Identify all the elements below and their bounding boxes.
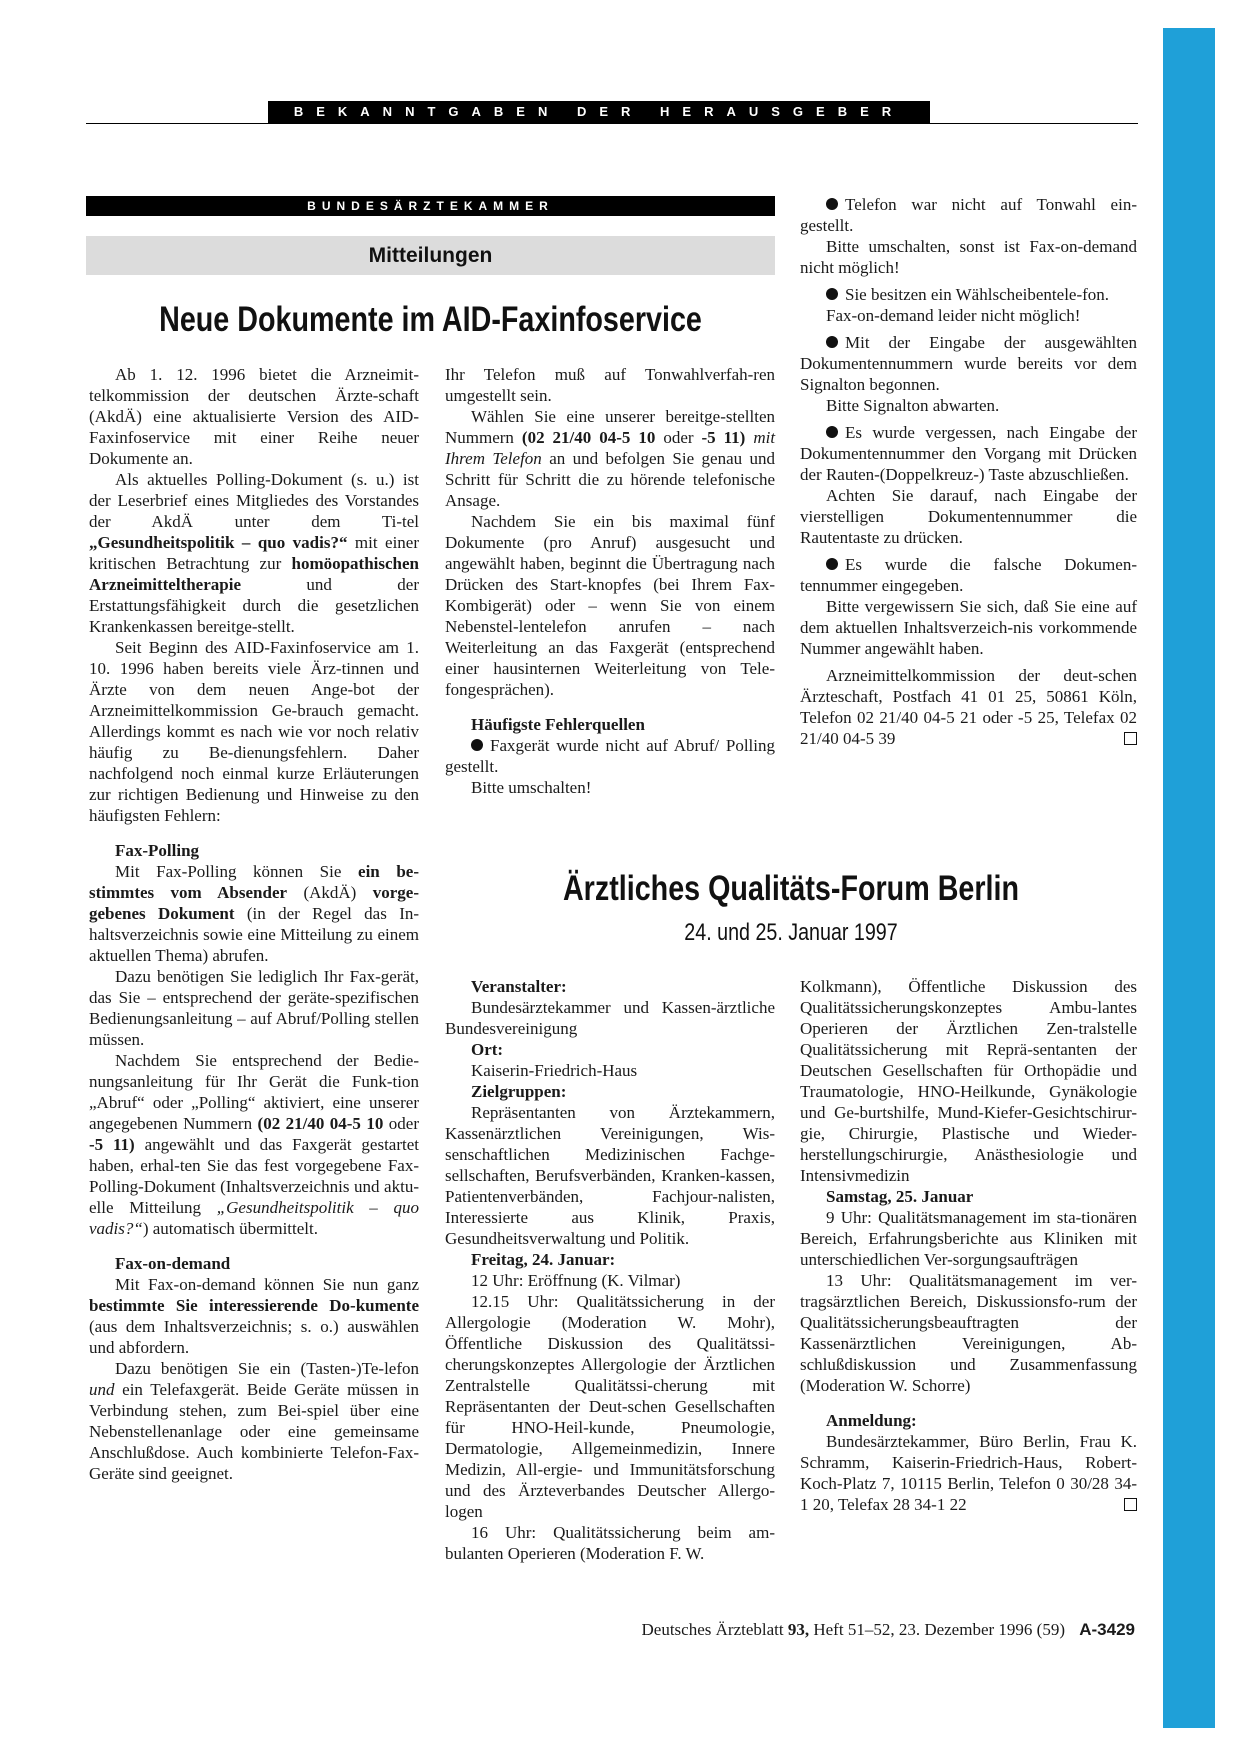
section-label: BUNDESÄRZTEKAMMER — [86, 196, 775, 216]
article2-column-2 — [800, 976, 1137, 1515]
end-mark-icon — [1124, 1498, 1137, 1511]
paragraph: Bundesärztekammer und Kassen-ärztliche Bundesvereinigung — [445, 998, 775, 1038]
error-item: Mit der Eingabe der ausgewählten Dokumentennummern wurde bereits vor dem Signalton begonnen. — [800, 333, 1137, 394]
bullet-icon — [826, 426, 838, 438]
journal-issue: Heft 51–52, 23. Dezember 1996 (59) — [813, 1620, 1065, 1639]
subheading: Freitag, 24. Januar: — [471, 1250, 616, 1269]
paragraph: 13 Uhr: Qualitätsmanagement im ver-tragsärztlichen Bereich, Diskussionsfo-rum der Qualitätssicherungsbeauftragten der Kassenärztlichen Vereinigungen, Ab-schlußdiskussion und Zusammenfassung (Moderation W. Schorre) — [800, 1271, 1137, 1395]
paragraph: Dazu benötigen Sie lediglich Ihr Fax-gerät, das Sie – entsprechend der geräte-spezifischen Bedienungsanleitung – auf Abruf/Polling stellen müssen. — [89, 967, 419, 1049]
article2-column-1 — [445, 976, 775, 1564]
paragraph: Seit Beginn des AID-Faxinfoservice am 1. 10. 1996 haben bereits viele Ärz-tinnen und Ärzte von dem neuen Ange-bot der Arzneimittelkommission Ge-brauch gemacht. Allerdings kommt es nach wie vor noch relativ häufig zu Be-dienungsfehlern. Daher nachfolgend noch einmal kurze Erläuterungen zur richtigen Bedienung und Hinweise zu den häufigsten Fehlern: — [89, 638, 419, 825]
paragraph: 9 Uhr: Qualitätsmanagement im sta-tionären Bereich, Erfahrungsberichte aus Kliniken mit unterschiedlichen Ver-sorgungsaufträgen — [800, 1208, 1137, 1269]
subheading: Fax-Polling — [115, 841, 200, 860]
error-fix: Fax-on-demand leider nicht möglich! — [826, 306, 1081, 325]
error-item: Sie besitzen ein Wählscheibentele-fon. — [800, 284, 1137, 305]
paragraph: Nachdem Sie ein bis maximal fünf Dokumente (pro Anruf) ausgesucht und angewählt haben, beginnt die Übertragung nach Drücken des Start-knopfes (bei Ihrem Fax-Kombigerät) oder – wenn Sie von einem Nebenstel-lentelefon anrufen – nach Weiterleitung an das Faxgerät (entsprechend einer hausinternen Weiterleitung von Tele-fongesprächen). — [445, 512, 775, 699]
paragraph: Mit Fax-Polling können Sie ein be-stimmtes vom Absender (AkdÄ) vorge-gebenes Dokument (in der Regel das In-haltsverzeichnis sowie eine Mitteilung zu einem aktuellen Thema) abrufen. — [89, 862, 420, 965]
paragraph: Ab 1. 12. 1996 bietet die Arzneimit-telkommission der deutschen Ärzte-schaft (AkdÄ) eine aktualisierte Version des AID-Faxinfoservice mit einer Reihe neuer Dokumente an. — [89, 365, 419, 468]
header-rule — [86, 123, 1138, 124]
page-footer — [500, 1620, 1135, 1640]
subheading: Häufigste Fehlerquellen — [471, 715, 645, 734]
paragraph: 12 Uhr: Eröffnung (K. Vilmar) — [471, 1271, 681, 1290]
section-sublabel: Mitteilungen — [86, 236, 775, 275]
paragraph: Repräsentanten von Ärztekammern, Kassenärztlichen Vereinigungen, Wis-senschaftlichen Medizinischen Fachge-sellschaften, Berufsverbänden, Kranken-kassen, Patientenverbänden, Fachjour-nalisten, Interessierte aus Klinik, Praxis, Gesundheitsverwaltung und Politik. — [445, 1103, 775, 1248]
end-mark-icon — [1124, 732, 1137, 745]
paragraph: 12.15 Uhr: Qualitätssicherung in der Allergologie (Moderation W. Mohr), Öffentliche Diskussion des Qualitätssi-cherungskonzeptes Allergologie der Ärztlichen Zentralstelle Qualitätssi-cherung mit Repräsentanten der Deut-schen Gesellschaften für HNO-Heil-kunde, Pneumologie, Dermatologie, Allgemeinmedizin, Innere Medizin, All-ergie- und Immunitätsforschung und des Ärzteverbandes Deutscher Allergo-logen — [445, 1292, 775, 1521]
bullet-icon — [826, 336, 838, 348]
section-header: BEKANNTGABEN DER HERAUSGEBER — [268, 101, 930, 123]
paragraph: Kolkmann), Öffentliche Diskussion des Qualitätssicherungskonzeptes Ambu-lantes Operieren der Ärztlichen Zen-tralstelle Qualitätssicherung mit Reprä-sentanten der Deutschen Gesellschaften für Orthopädie und Traumatologie, HNO-Heilkunde, Gynäkologie und Ge-burtshilfe, Mund-Kiefer-Gesichtschirur-gie, Chirurgie, Plastische und Wieder-herstellungschirurgie, Anästhesiologie und Intensivmedizin — [800, 977, 1137, 1185]
bullet-icon — [471, 739, 483, 751]
paragraph: Als aktuelles Polling-Dokument (s. u.) ist der Leserbrief eines Mitgliedes des Vorstandes der AkdÄ unter dem Ti-tel „Gesundheitspolitik – quo vadis?“ mit einer kritischen Betrachtung zur homöopathischen Arzneimitteltherapie und der Erstattungsfähigkeit durch die gesetzlichen Krankenkassen bereitge-stellt. — [89, 470, 420, 636]
paragraph: Bundesärztekammer, Büro Berlin, Frau K. Schramm, Kaiserin-Friedrich-Haus, Robert-Koch-Platz 7, 10115 Berlin, Telefon 0 30/28 34-1 20, Telefax 28 34-1 22 — [800, 1432, 1137, 1514]
article-subtitle: 24. und 25. Januar 1997 — [684, 919, 898, 946]
article-column-2 — [445, 364, 775, 798]
subheading: Ort: — [471, 1040, 504, 1059]
journal-name: Deutsches Ärzteblatt — [641, 1620, 784, 1639]
article-column-3 — [800, 194, 1137, 749]
error-fix: Bitte umschalten, sonst ist Fax-on-demand nicht möglich! — [800, 237, 1137, 277]
subheading: Fax-on-demand — [115, 1254, 231, 1273]
error-item: Telefon war nicht auf Tonwahl ein-gestellt. — [800, 195, 1137, 235]
paragraph: Ihr Telefon muß auf Tonwahlverfah-ren umgestellt sein. — [445, 365, 775, 405]
bullet-icon — [826, 558, 838, 570]
journal-volume: 93, — [787, 1620, 810, 1639]
edge-color-bar — [1163, 28, 1215, 1728]
error-item: Faxgerät wurde nicht auf Abruf/ Polling gestellt. — [445, 736, 775, 776]
paragraph: Mit Fax-on-demand können Sie nun ganz bestimmte Sie interessierende Do-kumente (aus dem Inhaltsverzeichnis; s. o.) auswählen und abfordern. — [89, 1275, 419, 1357]
subheading: Samstag, 25. Januar — [826, 1187, 974, 1206]
error-fix: Bitte Signalton abwarten. — [826, 396, 1000, 415]
paragraph: Wählen Sie eine unserer bereitge-stellten Nummern (02 21/40 04-5 10 oder -5 11) mit Ihrem Telefon an und befolgen Sie genau und Schritt für Schritt die zu hörende telefonische Ansage. — [445, 407, 776, 510]
contact-paragraph: Arzneimittelkommission der deut-schen Ärzteschaft, Postfach 41 01 25, 50861 Köln, Telefon 02 21/40 04-5 21 oder -5 25, Telefax 02 21/40 04-5 39 — [800, 666, 1137, 748]
article-title: Neue Dokumente im AID-Faxinfoservice — [159, 300, 702, 339]
error-fix: Bitte vergewissern Sie sich, daß Sie eine auf dem aktuellen Inhaltsverzeich-nis vorkommende Nummer angewählt haben. — [800, 597, 1137, 658]
subheading: Zielgruppen: — [471, 1082, 567, 1101]
page-number: A-3429 — [1079, 1620, 1135, 1639]
article-title: Ärztliches Qualitäts-Forum Berlin — [562, 869, 1020, 908]
error-fix: Achten Sie darauf, nach Eingabe der vierstelligen Dokumentennummer die Rautentaste zu drücken. — [800, 486, 1137, 547]
error-fix: Bitte umschalten! — [471, 778, 592, 797]
subheading: Veranstalter: — [471, 977, 567, 996]
paragraph: Dazu benötigen Sie ein (Tasten-)Te-lefon und ein Telefaxgerät. Beide Geräte müssen in Verbindung stehen, zum Bei-spiel über eine Nebenstellenanlage oder eine gemeinsame Anschlußdose. Auch kombinierte Telefon-Fax-Geräte sind geeignet. — [89, 1359, 420, 1483]
bullet-icon — [826, 198, 838, 210]
subheading: Anmeldung: — [826, 1411, 917, 1430]
paragraph: 16 Uhr: Qualitätssicherung beim am-bulanten Operieren (Moderation F. W. — [445, 1523, 775, 1563]
bullet-icon — [826, 288, 838, 300]
article-column-1 — [89, 364, 419, 1484]
paragraph: Kaiserin-Friedrich-Haus — [471, 1061, 638, 1080]
error-item: Es wurde vergessen, nach Eingabe der Dokumentennummer den Vorgang mit Drücken der Rauten-(Doppelkreuz-) Taste abzuschließen. — [800, 423, 1137, 484]
paragraph: Nachdem Sie entsprechend der Bedie-nungsanleitung für Ihr Gerät die Funk-tion „Abruf“ oder „Polling“ aktiviert, eine unserer angegebenen Nummern (02 21/40 04-5 10 oder -5 11) angewählt und das Faxgerät gestartet haben, erhal-ten Sie das fest vorgegebene Fax-Polling-Dokument (Inhaltsverzeichnis und aktu-elle Mitteilung „Gesundheitspolitik – quo vadis?“) automatisch übermittelt. — [89, 1051, 420, 1238]
error-item: Es wurde die falsche Dokumen-tennummer eingegeben. — [800, 555, 1137, 595]
